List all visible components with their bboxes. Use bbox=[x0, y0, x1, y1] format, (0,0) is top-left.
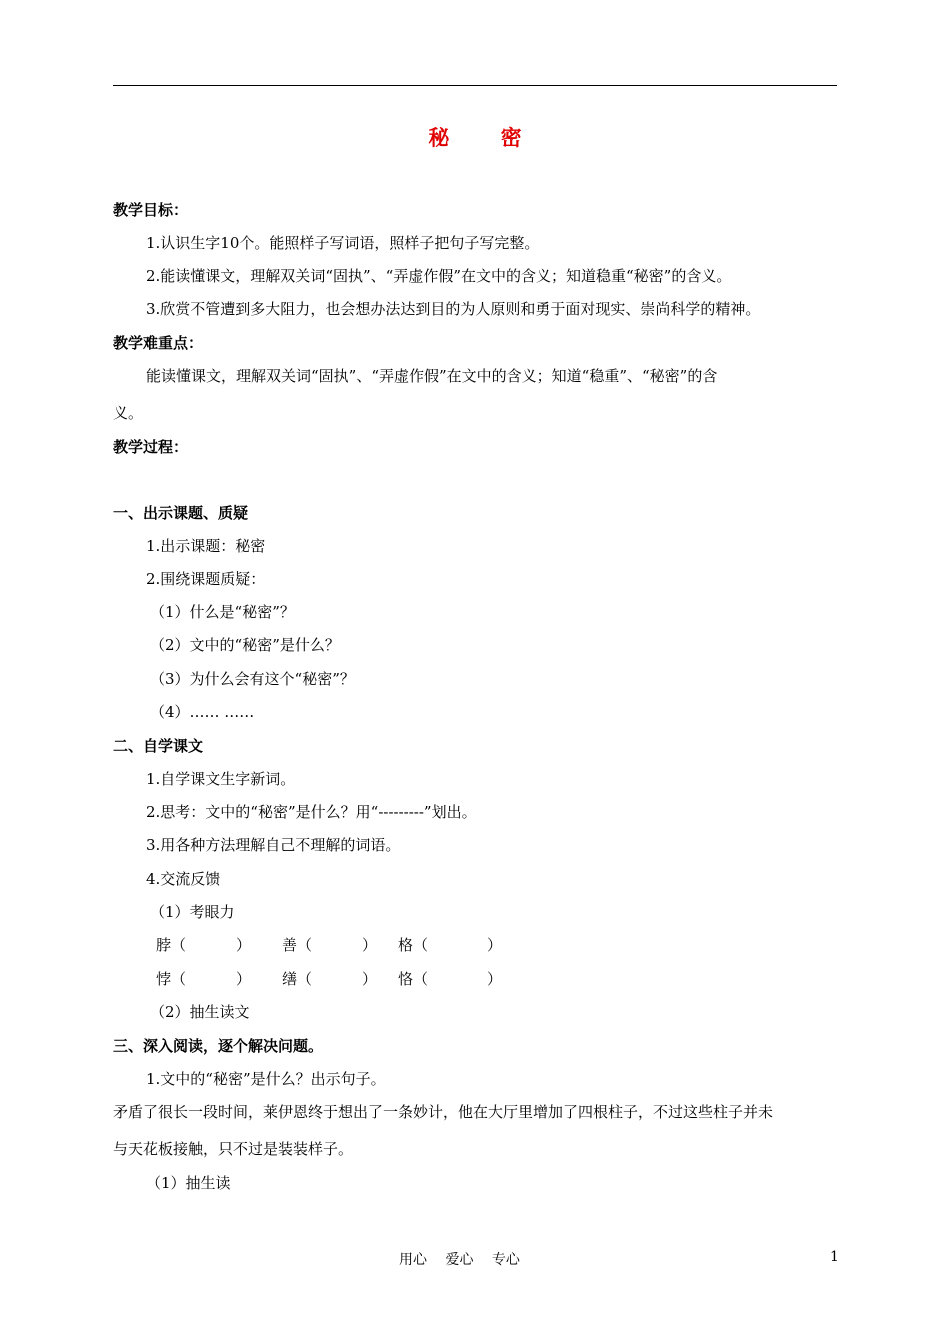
question-1: （1）什么是“秘密”？ bbox=[150, 603, 295, 621]
char-row-2-b-open: 缮（ bbox=[282, 970, 313, 988]
header-rule bbox=[113, 85, 837, 86]
char-row-2-c-close: ） bbox=[487, 970, 503, 988]
section-1-item-1: 1.出示课题：秘密 bbox=[146, 537, 266, 555]
char-row-2-a-close: ） bbox=[236, 970, 252, 988]
section-2-item-1: 1.自学课文生字新词。 bbox=[146, 770, 296, 788]
section-2-item-4: 4.交流反馈 bbox=[146, 870, 221, 888]
objectives-heading: 教学目标： bbox=[113, 201, 189, 219]
section-3-heading: 三、深入阅读，逐个解决问题。 bbox=[113, 1037, 324, 1055]
char-row-2-b-close: ） bbox=[362, 970, 378, 988]
objective-3: 3.欣赏不管遭到多大阻力，也会想办法达到目的为人原则和勇于面对现实、崇尚科学的精神。 bbox=[146, 300, 761, 318]
section-3-sub-1: （1）抽生读 bbox=[146, 1174, 231, 1192]
char-row-2-c-open: 恪（ bbox=[398, 970, 429, 988]
keypoints-line-1: 能读懂课文，理解双关词“固执”、“弄虚作假”在文中的含义；知道“稳重”、“秘密”的含 bbox=[146, 367, 718, 385]
char-row-1-b-close: ） bbox=[362, 936, 378, 954]
quote-line-2: 与天花板接触，只不过是装装样子。 bbox=[113, 1140, 354, 1158]
question-2: （2）文中的“秘密”是什么？ bbox=[150, 636, 340, 654]
quote-line-1: 矛盾了很长一段时间，莱伊恩终于想出了一条妙计，他在大厅里增加了四根柱子，不过这些柱子并未 bbox=[113, 1103, 774, 1121]
section-2-item-2: 2.思考：文中的“秘密”是什么？用“---------”划出。 bbox=[146, 803, 477, 821]
footer-motto: 用心 爱心 专心 bbox=[399, 1252, 520, 1268]
question-4: （4）…… …… bbox=[150, 703, 255, 721]
objective-1: 1.认识生字10个。能照样子写词语，照样子把句子写完整。 bbox=[146, 234, 540, 252]
keypoints-heading: 教学难重点： bbox=[113, 334, 204, 352]
page-number: 1 bbox=[830, 1249, 839, 1265]
process-heading: 教学过程： bbox=[113, 438, 189, 456]
section-2-heading: 二、自学课文 bbox=[113, 737, 204, 755]
section-1-item-2: 2.围绕课题质疑： bbox=[146, 570, 266, 588]
section-2-item-3: 3.用各种方法理解自己不理解的词语。 bbox=[146, 836, 401, 854]
char-row-1-c-open: 格（ bbox=[398, 936, 429, 954]
page-title: 秘 密 bbox=[428, 125, 544, 150]
char-row-1-b-open: 善（ bbox=[282, 936, 313, 954]
question-3: （3）为什么会有这个“秘密”？ bbox=[150, 670, 355, 688]
char-row-1-c-close: ） bbox=[487, 936, 503, 954]
keypoints-line-2: 义。 bbox=[113, 404, 144, 422]
objective-2: 2.能读懂课文，理解双关词“固执”、“弄虚作假”在文中的含义；知道稳重“秘密”的含义。 bbox=[146, 267, 732, 285]
char-row-1-a-close: ） bbox=[236, 936, 252, 954]
section-1-heading: 一、出示课题、质疑 bbox=[113, 504, 249, 522]
section-2-sub-2: （2）抽生读文 bbox=[150, 1003, 250, 1021]
section-3-item-1: 1.文中的“秘密”是什么？出示句子。 bbox=[146, 1070, 386, 1088]
char-row-1-a-open: 脖（ bbox=[156, 936, 187, 954]
section-2-sub-1: （1）考眼力 bbox=[150, 903, 235, 921]
char-row-2-a-open: 悖（ bbox=[156, 970, 187, 988]
